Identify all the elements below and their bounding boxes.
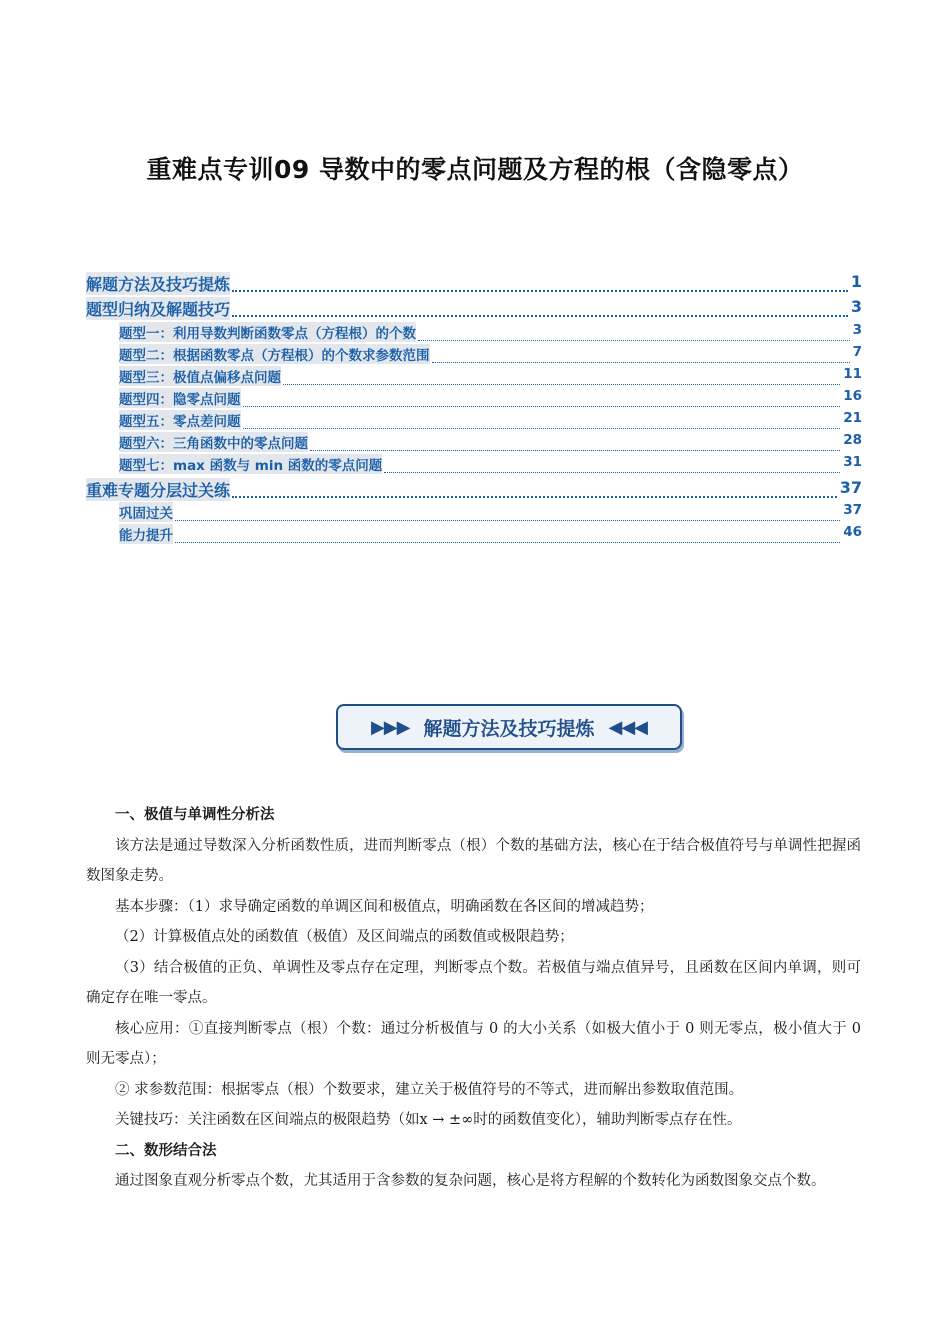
toc-entry-page: 3: [852, 322, 862, 338]
toc-entry[interactable]: [0, 297, 950, 319]
toc-entry-page: 46: [843, 524, 862, 540]
paragraph: 基本步骤：（1）求导确定函数的单调区间和极值点，明确函数在各区间的增减趋势；: [115, 898, 654, 915]
toc-entry-label: 巩固过关: [119, 502, 173, 522]
paragraph: 核心应用：①直接判断零点（根）个数：通过分析极值与 0 的大小关系（如极大值小于 0 则无零点，极小值大于 0 则无零点）；: [86, 1020, 861, 1067]
toc-entry[interactable]: [0, 272, 950, 294]
toc-entry-page: 11: [843, 366, 862, 382]
toc-leader-dots: [232, 478, 837, 498]
paragraph: 通过图象直观分析零点个数，尤其适用于含参数的复杂问题，核心是将方程解的个数转化为函数图象交点个数。: [115, 1173, 826, 1189]
toc-entry[interactable]: [0, 454, 950, 476]
toc-leader-dots: [384, 454, 840, 473]
toc-leader-dots: [175, 524, 840, 543]
toc-leader-dots: [232, 297, 848, 317]
toc-entry-label: 题型四：隐零点问题: [119, 388, 241, 408]
toc-entry-label: 解题方法及技巧提炼: [86, 272, 230, 295]
section-heading-2: 二、数形结合法: [115, 1142, 217, 1159]
toc-leader-dots: [283, 366, 840, 385]
toc-entry-label: 题型七：max 函数与 min 函数的零点问题: [119, 454, 382, 474]
toc-entry[interactable]: [0, 322, 950, 344]
toc-entry-page: 7: [852, 344, 862, 360]
toc-entry[interactable]: [0, 344, 950, 366]
left-arrows-icon: ◀◀◀: [608, 716, 648, 738]
toc-leader-dots: [232, 272, 848, 292]
section-heading-1: 一、极值与单调性分析法: [115, 807, 275, 823]
toc-leader-dots: [175, 502, 840, 521]
toc-entry-label: 题型一：利用导数判断函数零点（方程根）的个数: [119, 322, 416, 342]
toc-leader-dots: [432, 344, 850, 363]
toc-entry-page: 21: [843, 410, 862, 426]
toc-entry[interactable]: [0, 478, 950, 500]
paragraph: 该方法是通过导数深入分析函数性质，进而判断零点（根）个数的基础方法，核心在于结合极值符号与单调性把握函数图象走势。: [86, 837, 861, 884]
toc-entry-label: 重难专题分层过关练: [86, 478, 230, 501]
toc-leader-dots: [243, 388, 840, 407]
toc-entry-page: 37: [839, 478, 862, 497]
toc-entry-page: 31: [843, 454, 862, 470]
toc-entry-label: 能力提升: [119, 524, 173, 544]
paragraph: （3）结合极值的正负、单调性及零点存在定理，判断零点个数。若极值与端点值异号，且函数在区间内单调，则可确定存在唯一零点。: [86, 959, 861, 1006]
toc-entry-page: 37: [843, 502, 862, 518]
paragraph: （2）计算极值点处的函数值（极值）及区间端点的函数值或极限趋势；: [115, 929, 574, 945]
toc-entry-page: 28: [843, 432, 862, 448]
section-banner: [336, 704, 682, 750]
toc-entry-label: 题型五：零点差问题: [119, 410, 241, 430]
toc-entry-page: 1: [850, 272, 862, 291]
toc-leader-dots: [310, 432, 840, 451]
toc-entry-page: 16: [843, 388, 862, 404]
toc-entry[interactable]: [0, 366, 950, 388]
toc-entry[interactable]: [0, 502, 950, 524]
toc-entry[interactable]: [0, 432, 950, 454]
toc-entry[interactable]: [0, 410, 950, 432]
document-title: 重难点专训09 导数中的零点问题及方程的根（含隐零点）: [146, 155, 804, 184]
toc-entry-label: 题型三：极值点偏移点问题: [119, 366, 281, 386]
toc-leader-dots: [418, 322, 850, 341]
toc-entry-label: 题型六：三角函数中的零点问题: [119, 432, 308, 452]
banner-text: 解题方法及技巧提炼: [423, 717, 595, 740]
toc-entry-page: 3: [850, 297, 862, 316]
paragraph: 关键技巧：关注函数在区间端点的极限趋势（如x → ±∞时的函数值变化），辅助判断零点存在性。: [115, 1112, 742, 1128]
toc-leader-dots: [243, 410, 840, 429]
toc-entry-label: 题型二：根据函数零点（方程根）的个数求参数范围: [119, 344, 430, 364]
right-arrows-icon: ▶▶▶: [370, 716, 410, 738]
toc-entry[interactable]: [0, 388, 950, 410]
toc-entry-label: 题型归纳及解题技巧: [86, 297, 230, 320]
paragraph: ② 求参数范围：根据零点（根）个数要求，建立关于极值符号的不等式，进而解出参数取值范围。: [115, 1081, 744, 1098]
toc-entry[interactable]: [0, 524, 950, 546]
body-content: [86, 800, 861, 1197]
